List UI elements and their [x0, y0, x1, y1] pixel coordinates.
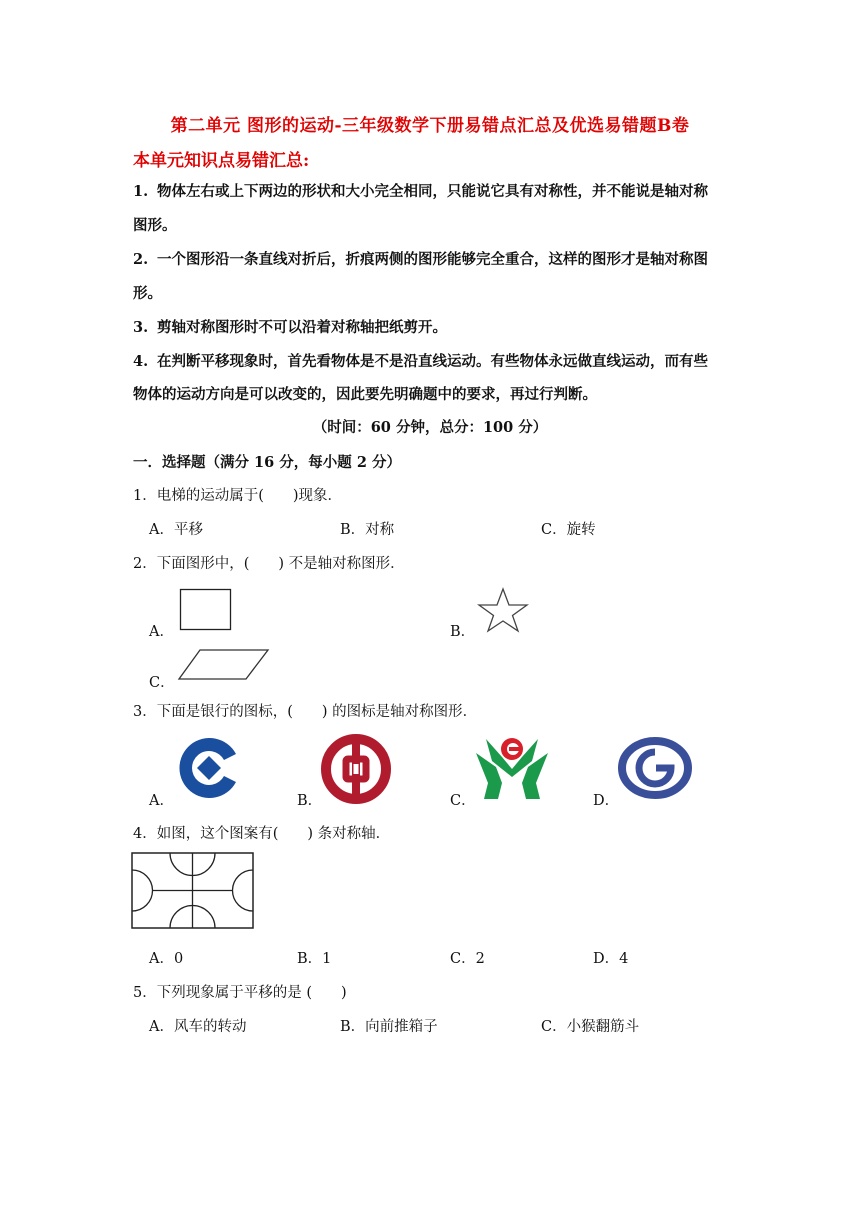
question-3-stem: 3．下面是银行的图标，( ) 的图标是轴对称图形．	[133, 704, 478, 720]
point-text: 物体左右或上下两边的形状和大小完全相同，只能说它具有对称性，并不能说是轴对称	[157, 183, 708, 200]
question-4-option-a: A．0	[149, 951, 184, 967]
point-number: 1.	[133, 183, 149, 200]
point-1-cont: 图形。	[133, 217, 177, 234]
point-text: 剪轴对称图形时不可以沿着对称轴把纸剪开。	[157, 319, 447, 336]
question-4-option-c: C．2	[450, 951, 485, 967]
point-number: 4.	[133, 353, 149, 370]
question-3-option-b: B．	[297, 793, 323, 809]
time-info: （时间：60 分钟，总分：100 分）	[312, 419, 548, 436]
question-1-option-a: A．平移	[149, 522, 203, 538]
question-3-option-d: D．	[593, 793, 620, 809]
bank-logo-a-icon	[174, 736, 244, 800]
section-heading: 一．选择题（满分 16 分，每小题 2 分）	[133, 454, 401, 471]
question-5-stem: 5．下列现象属于平移的是 ( )	[133, 985, 347, 1001]
point-number: 2.	[133, 251, 149, 268]
question-2-stem: 2．下面图形中，( ) 不是轴对称图形．	[133, 556, 405, 572]
question-1-stem: 1．电梯的运动属于( )现象．	[133, 488, 343, 504]
question-4-stem: 4．如图，这个图案有( ) 条对称轴．	[133, 826, 391, 842]
point-text: 在判断平移现象时，首先看物体是不是沿直线运动。有些物体永远做直线运动，而有些	[157, 353, 708, 370]
question-2-option-b: B．	[450, 624, 476, 640]
question-1-option-b: B．对称	[340, 522, 395, 538]
point-2	[133, 248, 708, 269]
bank-logo-b-icon	[320, 733, 392, 805]
point-number: 3.	[133, 319, 149, 336]
bank-logo-d-icon	[618, 738, 692, 798]
symmetry-pattern-figure	[131, 852, 255, 930]
section-subtitle: 本单元知识点易错汇总:	[133, 151, 310, 171]
question-2-option-a: A．	[149, 624, 174, 640]
point-4-cont: 物体的运动方向是可以改变的，因此要先明确题中的要求，再过行判断。	[133, 386, 597, 403]
parallelogram-figure	[178, 649, 270, 681]
point-4	[133, 350, 708, 371]
question-5-option-a: A．风车的转动	[149, 1019, 247, 1035]
question-4-option-b: B．1	[297, 951, 332, 967]
bank-logo-c-icon	[472, 731, 552, 801]
question-3-option-a: A．	[149, 793, 174, 809]
point-text: 一个图形沿一条直线对折后，折痕两侧的图形能够完全重合，这样的图形才是轴对称图	[157, 251, 708, 268]
question-5-option-c: C．小猴翻筋斗	[541, 1019, 640, 1035]
point-3	[133, 316, 447, 337]
point-1	[133, 180, 708, 201]
point-2-cont: 形。	[133, 285, 162, 302]
question-4-option-d: D．4	[593, 951, 629, 967]
question-1-option-c: C．旋转	[541, 522, 596, 538]
question-5-option-b: B．向前推箱子	[340, 1019, 438, 1035]
page-title: 第二单元 图形的运动-三年级数学下册易错点汇总及优选易错题B卷	[170, 116, 690, 136]
question-2-option-c: C．	[149, 675, 175, 691]
rectangle-figure	[180, 589, 232, 631]
star-figure	[477, 588, 529, 632]
question-3-option-c: C．	[450, 793, 476, 809]
